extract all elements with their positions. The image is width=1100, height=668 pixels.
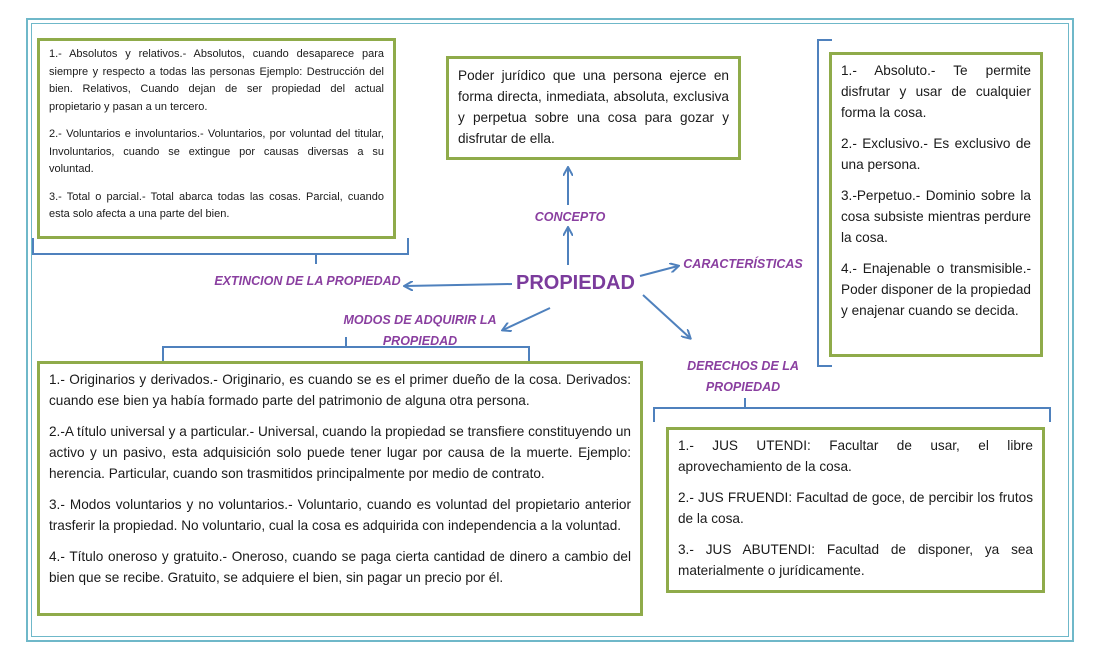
extincion-item: 3.- Total o parcial.- Total abarca todas las cosas. Parcial, cuando esta solo afecta a una parte del bien. bbox=[49, 190, 384, 220]
brace-derechos bbox=[654, 398, 1050, 422]
arrow-derechos bbox=[643, 295, 690, 338]
label-caracteristicas: CARACTERÍSTICAS bbox=[683, 257, 803, 271]
derechos-item: 1.- JUS UTENDI: Facultar de usar, el libre aprovechamiento de la cosa. bbox=[678, 438, 1033, 474]
label-derechos: DERECHOS DE LA PROPIEDAD bbox=[687, 359, 799, 394]
modos-item: 2.-A título universal y a particular.- Universal, cuando la propiedad se transfiere constituyendo un activo y un pasivo, esta adquisición solo puede tener lugar por causa de la muerte. Ejemplo: herencia. Particular, cuando son trasmitidos principalmente por medio de contrato. bbox=[49, 424, 631, 481]
label-modos: MODOS DE ADQUIRIR LA PROPIEDAD bbox=[343, 313, 497, 348]
caracteristicas-item: 3.-Perpetuo.- Dominio sobre la cosa subsiste mientras perdure la cosa. bbox=[841, 188, 1031, 245]
extincion-box bbox=[37, 38, 396, 239]
derechos-item: 3.- JUS ABUTENDI: Facultad de disponer, ya sea materialmente o jurídicamente. bbox=[678, 542, 1033, 578]
label-extincion: EXTINCION DE LA PROPIEDAD bbox=[214, 274, 401, 288]
concepto-box bbox=[446, 56, 741, 160]
arrow-caracteristicas bbox=[640, 266, 678, 276]
derechos-item: 2.- JUS FRUENDI: Facultad de goce, de percibir los frutos de la cosa. bbox=[678, 490, 1033, 526]
arrow-modos bbox=[503, 308, 550, 330]
caracteristicas-box bbox=[829, 52, 1043, 357]
center-title: PROPIEDAD bbox=[516, 272, 635, 294]
caracteristicas-item: 2.- Exclusivo.- Es exclusivo de una persona. bbox=[841, 136, 1031, 172]
caracteristicas-item: 1.- Absoluto.- Te permite disfrutar y usar de cualquier forma la cosa. bbox=[841, 63, 1031, 120]
extincion-item: 2.- Voluntarios e involuntarios.- Voluntarios, por voluntad del titular, Involuntarios, cuando se extingue por causas diversas a su voluntad. bbox=[49, 128, 384, 175]
brace-extincion bbox=[33, 238, 408, 264]
extincion-item: 1.- Absolutos y relativos.- Absolutos, cuando desaparece para siempre y respecto a todas las personas Ejemplo: Destrucción del bien. Relativos, Cuando dejan de ser propiedad del actual propietario y pasan a un tercero. bbox=[49, 48, 384, 113]
modos-item: 1.- Originarios y derivados.- Originario, es cuando se es el primer dueño de la cosa. Derivados: cuando ese bien ya había formado parte del patrimonio de alguna otra persona. bbox=[49, 372, 631, 408]
label-concepto: CONCEPTO bbox=[534, 210, 606, 224]
modos-item: 4.- Título oneroso y gratuito.- Oneroso, cuando se paga cierta cantidad de dinero a cambio del bien que se recibe. Gratuito, se adquiere el bien, sin pagar un precio por él. bbox=[49, 549, 631, 585]
modos-box bbox=[37, 361, 643, 616]
modos-item: 3.- Modos voluntarios y no voluntarios.- Voluntario, cuando es voluntad del propietario anterior trasferir la propiedad. No voluntario, cual la cosa es adquirida con independencia a la voluntad. bbox=[49, 497, 631, 533]
derechos-box bbox=[666, 427, 1045, 593]
caracteristicas-item: 4.- Enajenable o transmisible.- Poder disponer de la propiedad y enajenar cuando se decida. bbox=[841, 261, 1031, 318]
concepto-text: Poder jurídico que una persona ejerce en forma directa, inmediata, absoluta, exclusiva y perpetua sobre una cosa para gozar y disfrutar de ella. bbox=[458, 68, 729, 146]
arrow-extincion bbox=[405, 284, 512, 286]
